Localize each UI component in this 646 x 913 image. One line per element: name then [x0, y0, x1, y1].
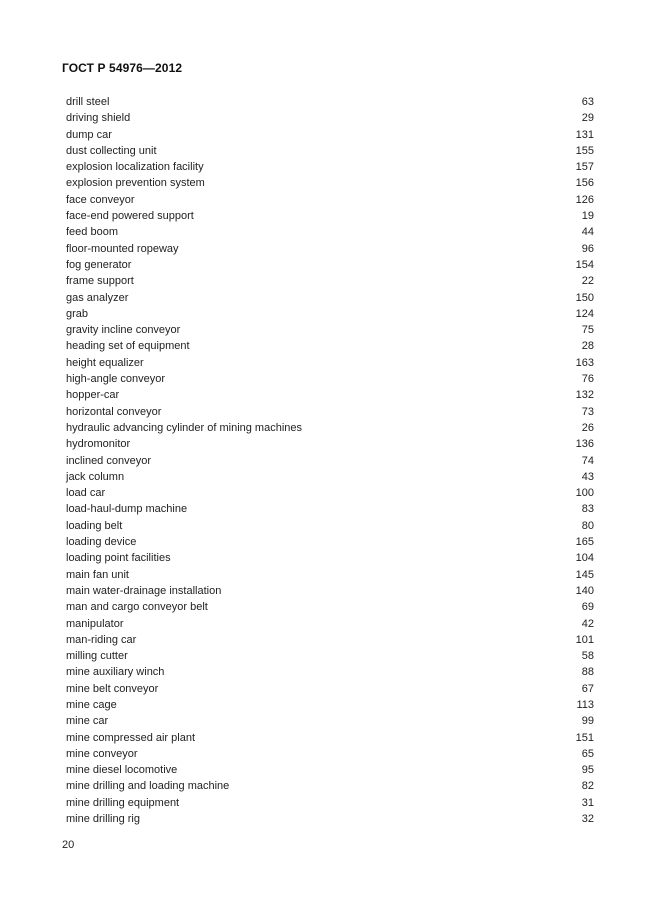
- index-page-number: 156: [575, 177, 594, 190]
- index-entry: [66, 616, 594, 632]
- index-term: mine cage: [66, 698, 117, 711]
- index-entry: [66, 355, 594, 371]
- index-entry: [66, 208, 594, 224]
- index-entry: [66, 469, 594, 485]
- index-term: fog generator: [66, 258, 132, 271]
- index-entry: [66, 534, 594, 550]
- index-entry: [66, 550, 594, 566]
- index-term: mine drilling rig: [66, 813, 140, 826]
- index-entry: [66, 273, 594, 289]
- index-entry: [66, 127, 594, 143]
- index-page-number: 124: [575, 307, 594, 320]
- index-term: hydraulic advancing cylinder of mining machines: [66, 421, 303, 434]
- index-entry: [66, 159, 594, 175]
- index-page-number: 99: [581, 715, 594, 728]
- index-term: mine auxiliary winch: [66, 666, 165, 679]
- index-page-number: 88: [581, 666, 594, 679]
- index-page-number: 65: [581, 747, 594, 760]
- index-term: main fan unit: [66, 568, 129, 581]
- index-entry: [66, 730, 594, 746]
- index-term: man and cargo conveyor belt: [66, 601, 208, 614]
- index-page-number: 31: [581, 796, 594, 809]
- index-entry: [66, 501, 594, 517]
- index-entry: [66, 192, 594, 208]
- index-entry: [66, 175, 594, 191]
- index-term: manipulator: [66, 617, 124, 630]
- index-term: feed boom: [66, 226, 118, 239]
- index-entry: [66, 371, 594, 387]
- index-page-number: 44: [581, 226, 594, 239]
- index-page-number: 80: [581, 519, 594, 532]
- index-page-number: 100: [575, 487, 594, 500]
- index-term: milling cutter: [66, 650, 128, 663]
- index-term: hydromonitor: [66, 438, 131, 451]
- index-entry: [66, 453, 594, 469]
- index-page-number: 140: [575, 584, 594, 597]
- index-entry: [66, 795, 594, 811]
- index-page-number: 157: [575, 161, 594, 174]
- index-page-number: 43: [581, 470, 594, 483]
- index-page-number: 154: [575, 258, 594, 271]
- index-entry: [66, 567, 594, 583]
- index-page-number: 75: [581, 324, 594, 337]
- index-page-number: 83: [581, 503, 594, 516]
- index-term: jack column: [66, 470, 125, 483]
- index-term: loading device: [66, 536, 137, 549]
- index-page-number: 101: [575, 633, 594, 646]
- index-entry: [66, 420, 594, 436]
- index-term: loading point facilities: [66, 552, 171, 565]
- index-page-number: 145: [575, 568, 594, 581]
- index-entry: [66, 306, 594, 322]
- index-term: dump car: [66, 128, 112, 141]
- index-term: man-riding car: [66, 633, 137, 646]
- index-term: mine belt conveyor: [66, 682, 159, 695]
- index-term: high-angle conveyor: [66, 373, 166, 386]
- index-entry: [66, 322, 594, 338]
- page-number: 20: [62, 839, 75, 851]
- index-term: inclined conveyor: [66, 454, 151, 467]
- index-term: floor-mounted ropeway: [66, 242, 179, 255]
- index-entry: [66, 94, 594, 110]
- index-entry: [66, 436, 594, 452]
- index-entry: [66, 143, 594, 159]
- index-term: face conveyor: [66, 193, 135, 206]
- index-page-number: 132: [575, 389, 594, 402]
- index-entry: [66, 290, 594, 306]
- index-term: hopper-car: [66, 389, 120, 402]
- index-term: mine compressed air plant: [66, 731, 196, 744]
- index-entry: [66, 762, 594, 778]
- index-page-number: 67: [581, 682, 594, 695]
- index-page-number: 69: [581, 601, 594, 614]
- index-page-number: 150: [575, 291, 594, 304]
- index-term: load-haul-dump machine: [66, 503, 188, 516]
- index-entry: [66, 110, 594, 126]
- index-page-number: 28: [581, 340, 594, 353]
- index-term: horizontal conveyor: [66, 405, 162, 418]
- index-page-number: 76: [581, 373, 594, 386]
- index-entry: [66, 632, 594, 648]
- index-page-number: 113: [576, 698, 594, 711]
- index-entry: [66, 257, 594, 273]
- index-term: gas analyzer: [66, 291, 129, 304]
- index-page-number: 63: [581, 96, 594, 108]
- index-page-number: 131: [575, 128, 594, 141]
- index-page-number: 73: [581, 405, 594, 418]
- index-page-number: 58: [581, 650, 594, 663]
- index-entry: [66, 338, 594, 354]
- index-entry: [66, 485, 594, 501]
- index-term: grab: [66, 307, 89, 320]
- index-page-number: 96: [581, 242, 594, 255]
- index-entry: [66, 664, 594, 680]
- index-page-number: 126: [575, 193, 594, 206]
- index-term: frame support: [66, 275, 134, 288]
- index-term: face-end powered support: [66, 210, 194, 223]
- index-page-number: 104: [575, 552, 594, 565]
- index-page-number: 42: [581, 617, 594, 630]
- index-term: driving shield: [66, 112, 131, 125]
- index-page-number: 163: [575, 356, 594, 369]
- index-term: loading belt: [66, 519, 123, 532]
- index-page-number: 165: [575, 536, 594, 549]
- index-page-number: 29: [581, 112, 594, 125]
- index-term: mine drilling and loading machine: [66, 780, 230, 793]
- index-page-number: 95: [581, 764, 594, 777]
- index-term: mine drilling equipment: [66, 796, 180, 809]
- index-page-number: 155: [575, 144, 594, 157]
- index-term: mine car: [66, 715, 109, 728]
- index-entry: [66, 583, 594, 599]
- index-entry: [66, 648, 594, 664]
- index-page-number: 32: [581, 813, 594, 826]
- index-entry: [66, 811, 594, 827]
- document-header: ГОСТ Р 54976—2012: [62, 61, 183, 75]
- index-page-number: 19: [581, 210, 594, 223]
- index-term: drill steel: [66, 96, 110, 108]
- index-entry: [66, 713, 594, 729]
- index-page-number: 26: [581, 421, 594, 434]
- index-entry: [66, 746, 594, 762]
- index-term: dust collecting unit: [66, 144, 157, 157]
- index-term: load car: [66, 487, 106, 500]
- index-page-number: 136: [575, 438, 594, 451]
- index-term: mine diesel locomotive: [66, 764, 178, 777]
- index-page-number: 22: [581, 275, 594, 288]
- index-term: heading set of equipment: [66, 340, 190, 353]
- index-term: main water-drainage installation: [66, 584, 222, 597]
- index-term: gravity incline conveyor: [66, 324, 181, 337]
- index-term: explosion localization facility: [66, 161, 204, 174]
- index-page-number: 74: [581, 454, 594, 467]
- index-page-number: 151: [575, 731, 594, 744]
- index-entry: [66, 404, 594, 420]
- index-term: height equalizer: [66, 356, 144, 369]
- index-entry: [66, 599, 594, 615]
- index-entry: [66, 224, 594, 240]
- index-entry: [66, 241, 594, 257]
- index-entry: [66, 778, 594, 794]
- index-list: [66, 94, 594, 827]
- index-entry: [66, 387, 594, 403]
- index-entry: [66, 681, 594, 697]
- index-page-number: 82: [581, 780, 594, 793]
- index-entry: [66, 518, 594, 534]
- index-entry: [66, 697, 594, 713]
- index-term: mine conveyor: [66, 747, 138, 760]
- index-term: explosion prevention system: [66, 177, 205, 190]
